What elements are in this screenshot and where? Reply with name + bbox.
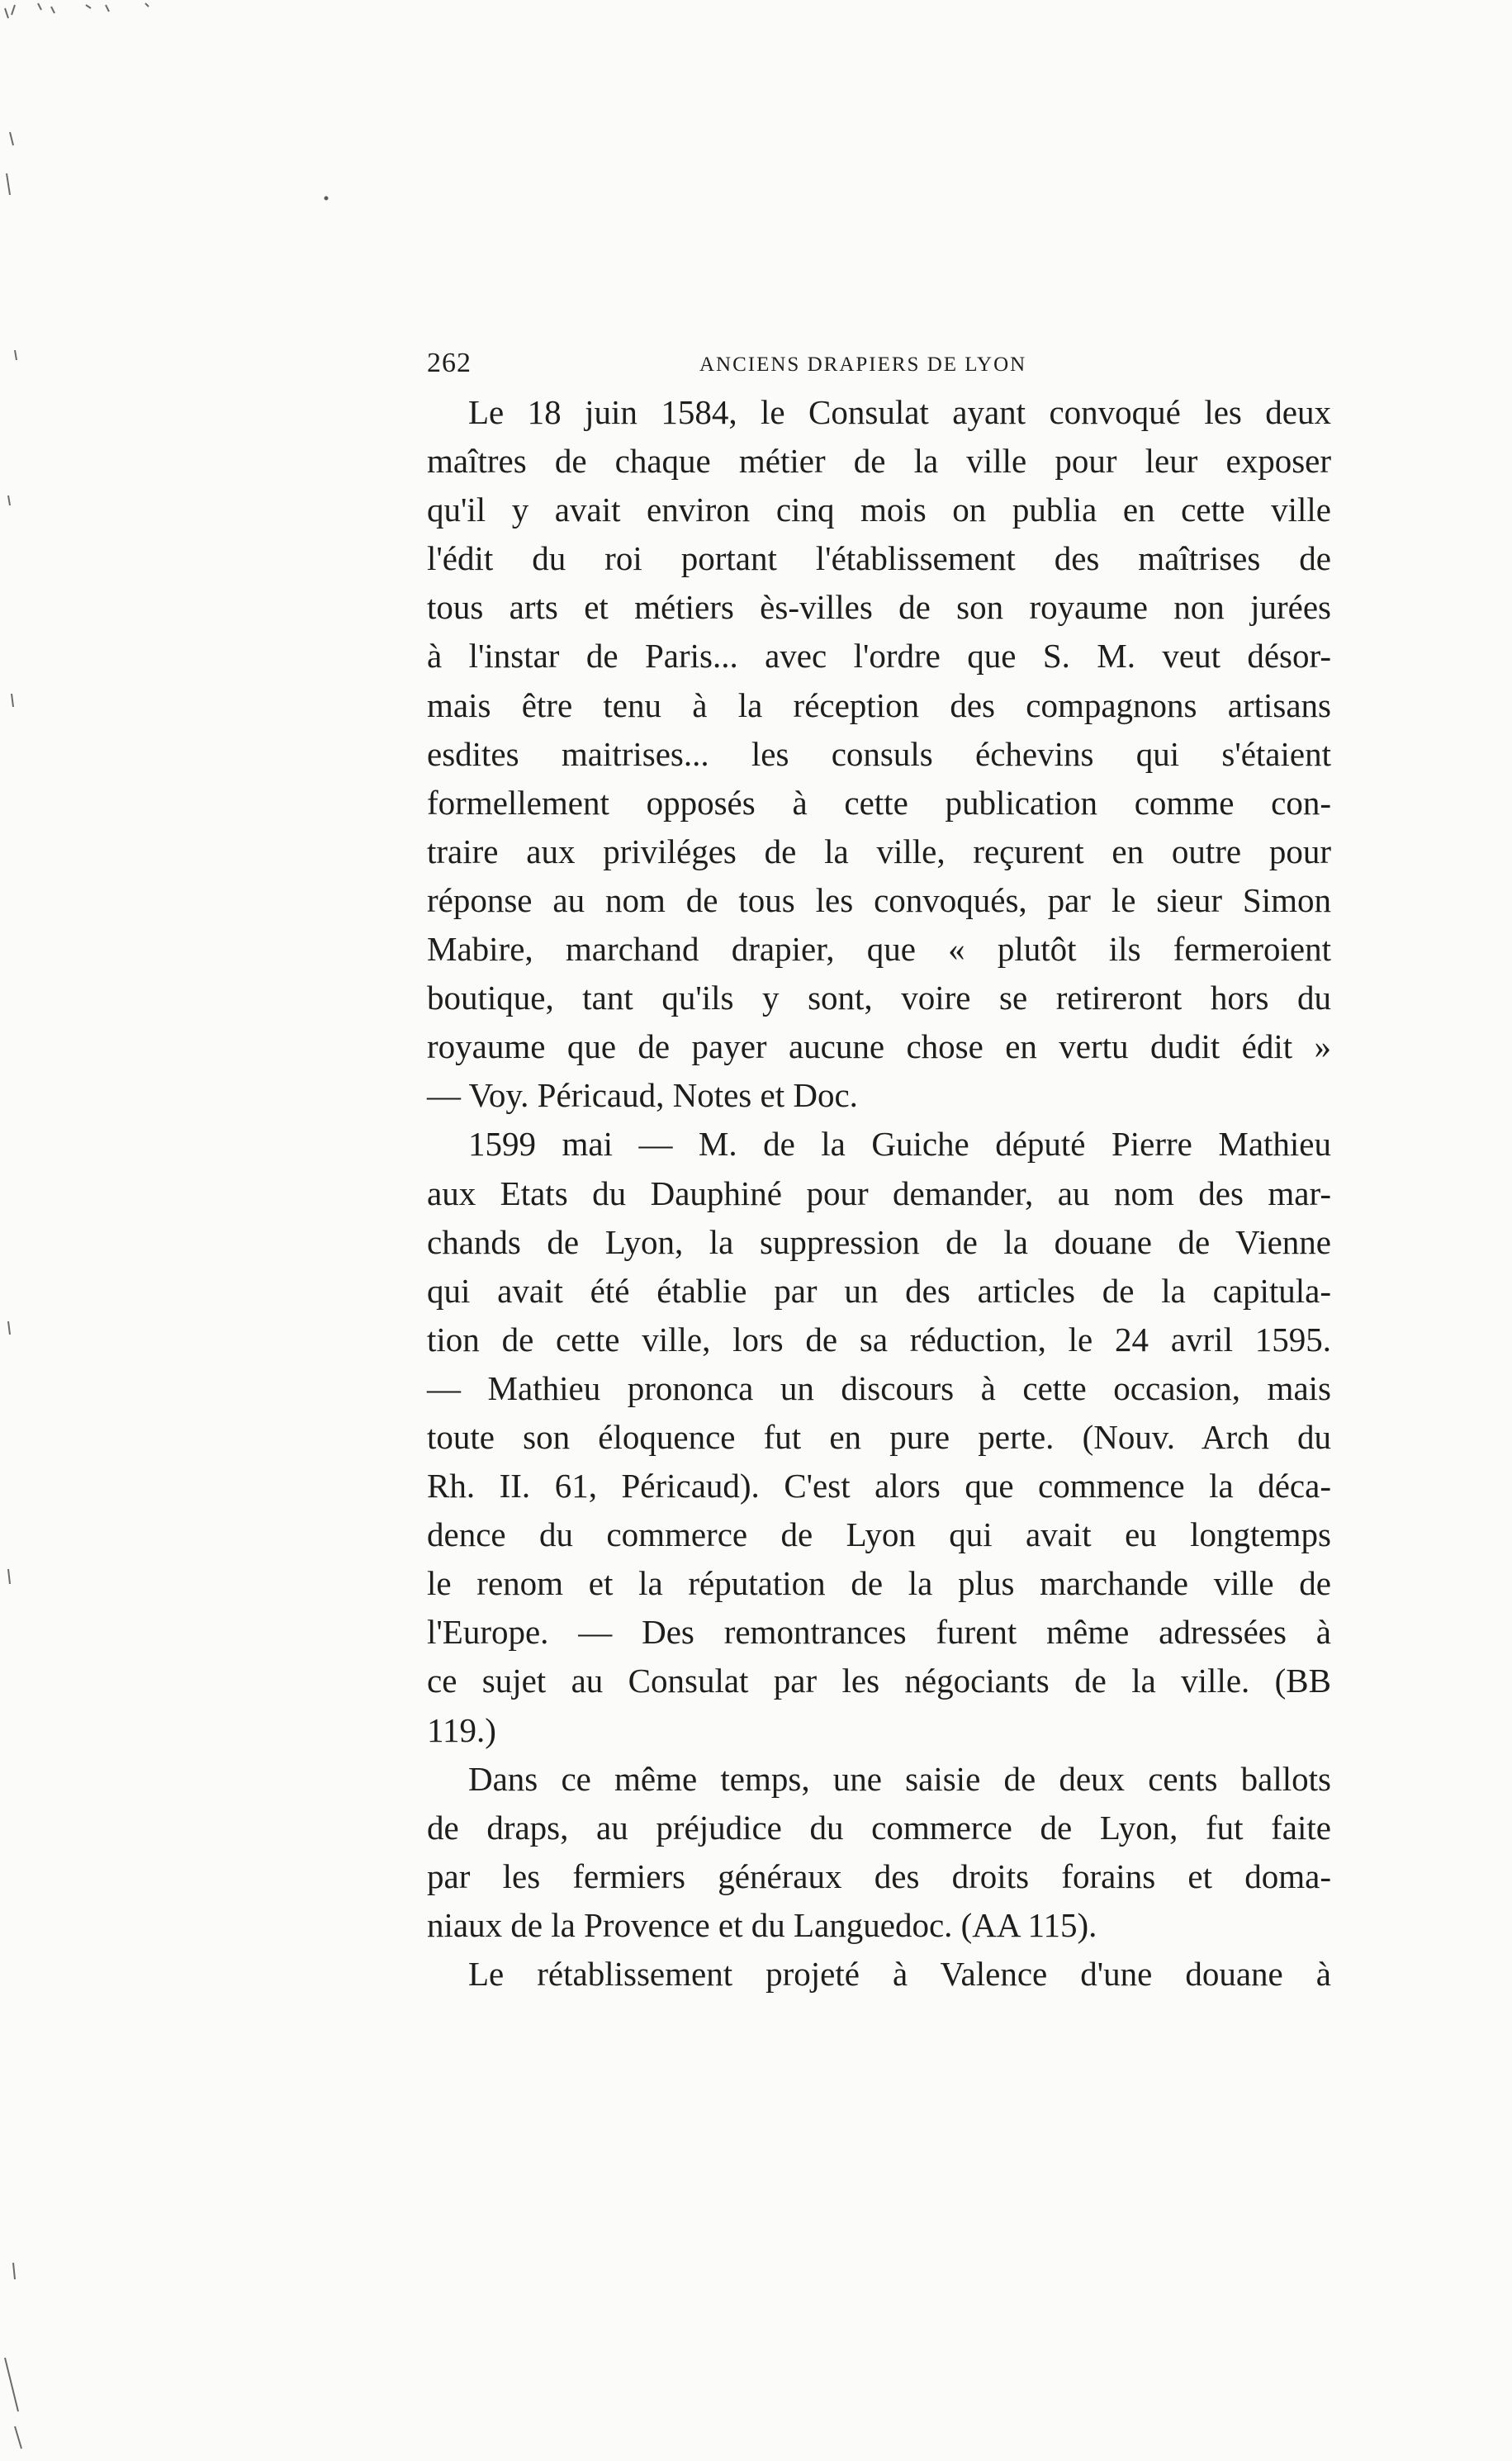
text-line: réponse au nom de tous les convoqués, par le sieur Simon	[427, 880, 1331, 919]
margin-dot-mark	[325, 197, 329, 201]
text-line: qu'il y avait environ cinq mois on publia en cette ville	[427, 491, 1331, 529]
text-line: royaume que de payer aucune chose en vertu dudit édit »	[427, 1027, 1331, 1066]
text-line: l'édit du roi portant l'établissement des maîtrises de	[427, 539, 1331, 578]
body-text	[427, 388, 1331, 1999]
running-head	[427, 343, 1331, 384]
margin-speck-mark	[5, 3, 149, 18]
text-line: Rh. II. 61, Péricaud). C'est alors que commence la déca-	[427, 1467, 1331, 1506]
text-line: le renom et la réputation de la plus marchande ville de	[427, 1564, 1331, 1603]
page-number: 262	[427, 348, 472, 378]
text-line: dence du commerce de Lyon qui avait eu longtemps	[427, 1515, 1331, 1554]
paragraph-2	[427, 1120, 1331, 1754]
text-line: qui avait été établie par un des articles de la capitula-	[427, 1271, 1331, 1310]
text-line: — Mathieu prononca un discours à cette occasion, mais	[427, 1368, 1331, 1407]
text-line: aux Etats du Dauphiné pour demander, au nom des mar-	[427, 1174, 1331, 1212]
paragraph-3	[427, 1755, 1331, 1950]
text-line: ce sujet au Consulat par les négociants de la ville. (BB	[427, 1662, 1331, 1700]
paragraph-1	[427, 388, 1331, 1120]
text-line: niaux de la Provence et du Languedoc. (AA 115).	[427, 1905, 1097, 1944]
text-line: Dans ce même temps, une saisie de deux cents ballots	[468, 1759, 1331, 1798]
paragraph-4	[427, 1950, 1331, 1999]
text-line: esdites maitrises... les consuls échevins qui s'étaient	[427, 734, 1331, 773]
text-line: mais être tenu à la réception des compagnons artisans	[427, 685, 1331, 724]
text-line: maîtres de chaque métier de la ville pour leur exposer	[427, 442, 1331, 481]
text-line: chands de Lyon, la suppression de la douane de Vienne	[427, 1222, 1331, 1261]
text-line: tous arts et métiers ès-villes de son royaume non jurées	[427, 588, 1331, 627]
text-line: par les fermiers généraux des droits forains et doma-	[427, 1856, 1331, 1895]
running-title: ANCIENS DRAPIERS DE LYON	[699, 353, 1027, 376]
bottom-margin-stroke	[5, 2358, 21, 2449]
text-line: 1599 mai — M. de la Guiche député Pierre Mathieu	[468, 1125, 1331, 1164]
text-line: l'Europe. — Des remontrances furent même adressées à	[427, 1613, 1331, 1652]
text-line: Le 18 juin 1584, le Consulat ayant convoqué les deux	[468, 393, 1331, 431]
text-line: Mabire, marchand drapier, que « plutôt ils fermeroient	[427, 930, 1331, 969]
margin-tick-mark	[7, 132, 17, 2279]
text-line: de draps, au préjudice du commerce de Lyon, fut faite	[427, 1808, 1331, 1847]
text-line: traire aux priviléges de la ville, reçurent en outre pour	[427, 832, 1331, 870]
text-line: — Voy. Péricaud, Notes et Doc.	[427, 1076, 858, 1115]
text-line: boutique, tant qu'ils y sont, voire se retireront hors du	[427, 979, 1331, 1017]
text-line: toute son éloquence fut en pure perte. (Nouv. Arch du	[427, 1417, 1331, 1456]
text-line: à l'instar de Paris... avec l'ordre que S. M. veut désor-	[427, 637, 1331, 676]
text-line: formellement opposés à cette publication comme con-	[427, 783, 1331, 822]
text-line: tion de cette ville, lors de sa réduction, le 24 avril 1595.	[427, 1320, 1331, 1359]
text-line: 119.)	[427, 1710, 496, 1749]
text-line: Le rétablissement projeté à Valence d'une douane à	[468, 1955, 1331, 1993]
